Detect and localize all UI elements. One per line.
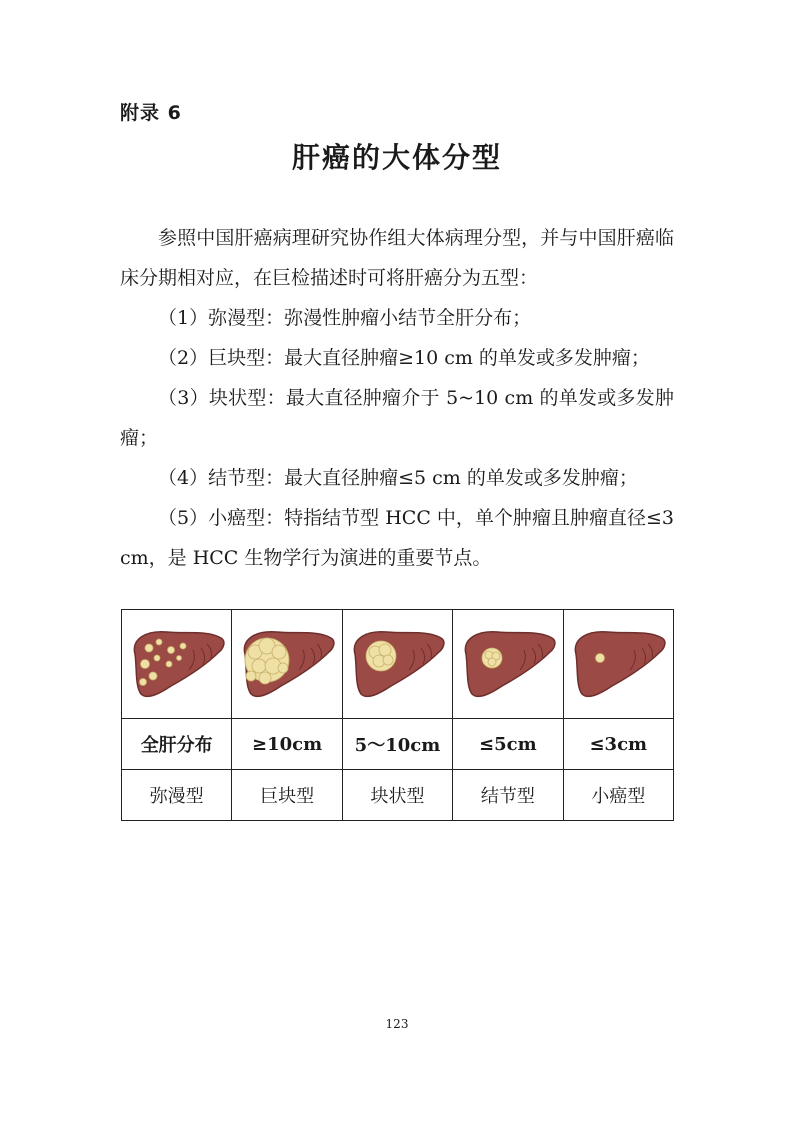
liver-nodule-icon — [458, 624, 558, 704]
liver-cancer-types-table — [121, 609, 674, 821]
page-title: 肝癌的大体分型 — [291, 141, 502, 174]
type-name-cell: 巨块型 — [232, 770, 342, 821]
type-name-cell: 块状型 — [342, 770, 452, 821]
type-name-cell: 小癌型 — [563, 770, 673, 821]
liver-massive-icon — [237, 624, 337, 704]
liver-small-icon — [568, 624, 668, 704]
type-name-cell: 结节型 — [453, 770, 563, 821]
small-illustration-cell — [563, 610, 673, 719]
type-4-paragraph: （4）结节型：最大直径肿瘤≤5 cm 的单发或多发肿瘤； — [158, 467, 638, 489]
size-row — [122, 719, 674, 770]
illustration-row — [122, 610, 674, 719]
size-cell: ≤5cm — [453, 719, 563, 770]
massive-illustration-cell — [232, 610, 342, 719]
type-name-cell: 弥漫型 — [122, 770, 232, 821]
size-cell: 5～10cm — [342, 719, 452, 770]
size-cell: ≥10cm — [232, 719, 342, 770]
intro-paragraph: 参照中国肝癌病理研究协作组大体病理分型，并与中国肝癌临床分期相对应，在巨检描述时可将肝癌分为五型： — [120, 227, 674, 289]
liver-mass-icon — [347, 624, 447, 704]
body-text — [120, 218, 674, 578]
type-5-paragraph: （5）小癌型：特指结节型 HCC 中，单个肿瘤且肿瘤直径≤3 cm，是 HCC 生物学行为演进的重要节点。 — [120, 507, 674, 569]
nodular-mass-illustration-cell — [342, 610, 452, 719]
type-2-paragraph: （2）巨块型：最大直径肿瘤≥10 cm 的单发或多发肿瘤； — [158, 347, 650, 369]
nodule-illustration-cell — [453, 610, 563, 719]
appendix-label: 附录 6 — [120, 102, 182, 124]
diffuse-illustration-cell — [122, 610, 232, 719]
size-cell: 全肝分布 — [122, 719, 232, 770]
liver-diffuse-icon — [127, 624, 227, 704]
type-name-row — [122, 770, 674, 821]
size-cell: ≤3cm — [563, 719, 673, 770]
page-number: 123 — [385, 1017, 409, 1031]
type-3-paragraph: （3）块状型：最大直径肿瘤介于 5~10 cm 的单发或多发肿瘤； — [120, 387, 674, 449]
type-1-paragraph: （1）弥漫型：弥漫性肿瘤小结节全肝分布； — [158, 307, 532, 329]
